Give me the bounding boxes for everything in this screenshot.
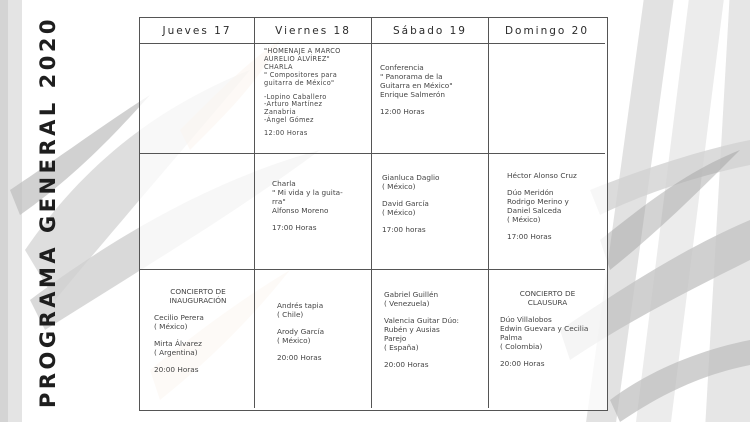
domingo-row3-country: ( Colombia)	[500, 342, 543, 351]
viernes-row2-line: Alfonso Moreno	[272, 206, 329, 215]
cell-domingo-row3	[489, 270, 605, 408]
cell-domingo-row2	[489, 154, 605, 270]
viernes-row2-line: Charla	[272, 179, 296, 188]
jueves-row3-performer: Mirta Álvarez	[154, 339, 202, 348]
cell-sabado-row2	[372, 154, 489, 270]
jueves-row3-country: ( México)	[154, 322, 188, 331]
cell-jueves-row2	[140, 154, 255, 270]
viernes-row3-country: ( Chile)	[277, 310, 304, 319]
sabado-row3-country: ( España)	[384, 343, 419, 352]
viernes-row3-performer: Andrés tapia	[277, 301, 324, 310]
domingo-row2-performer: Rodrigo Merino y	[507, 197, 569, 206]
header-viernes: Viernes 18	[255, 18, 372, 44]
sabado-row1-line: Guitarra en México"	[380, 81, 453, 90]
vertical-title: PROGRAMA GENERAL 2020	[36, 15, 60, 409]
viernes-row1-time: 12:00 Horas	[264, 129, 308, 138]
sabado-row1-line: " Panorama de la	[380, 72, 443, 81]
sabado-row2-performer: Gianluca Daglio	[382, 173, 440, 182]
concert-heading: CLAUSURA	[527, 298, 568, 307]
sabado-row3-performer: Rubén y Ausias	[384, 325, 440, 334]
schedule-table	[139, 17, 608, 411]
viernes-row1-name: -Arturo Martínez	[264, 100, 323, 109]
viernes-row1-line: guitarra de México"	[264, 78, 335, 87]
viernes-row1-line: CHARLA	[264, 62, 293, 71]
cell-jueves-row3	[140, 270, 255, 408]
sabado-row3-time: 20:00 Horas	[384, 360, 429, 369]
viernes-row1-line: "HOMENAJE A MARCO	[264, 47, 341, 55]
header-jueves: Jueves 17	[140, 18, 255, 44]
viernes-row1-line: AURELIO ALVÍREZ"	[264, 54, 331, 63]
cell-jueves-row1	[140, 44, 255, 154]
sabado-row2-country: ( México)	[382, 208, 416, 217]
cell-sabado-row1	[372, 44, 489, 154]
sabado-row3-performer: Gabriel Guillén	[384, 290, 439, 299]
domingo-row3-performer: Palma	[500, 333, 523, 342]
viernes-row3-country: ( México)	[277, 336, 311, 345]
sabado-row3-performer: Valencia Guitar Dúo:	[384, 316, 459, 325]
sabado-row2-time: 17:00 horas	[382, 225, 426, 234]
viernes-row1-name: Zanabria	[264, 108, 296, 117]
viernes-row1-line: " Compositores para	[264, 70, 338, 79]
cell-viernes-row3	[255, 270, 372, 408]
sabado-row2-performer: David García	[382, 199, 429, 208]
sabado-row3-country: ( Venezuela)	[384, 299, 430, 308]
viernes-row2-time: 17:00 Horas	[272, 223, 317, 232]
domingo-row2-performer: Dúo Meridón	[507, 188, 554, 197]
cell-sabado-row3	[372, 270, 489, 408]
concert-heading: CONCIERTO DE	[519, 289, 576, 298]
sabado-row1-line: Conferencia	[380, 63, 424, 72]
viernes-row1-name: -Lopino Caballero	[264, 92, 327, 101]
sabado-row1-line: Enrique Salmerón	[380, 90, 445, 99]
domingo-row2-time: 17:00 Horas	[507, 232, 552, 241]
domingo-row3-performer: Edwin Guevara y Cecilia	[500, 324, 589, 333]
cell-domingo-row1	[489, 44, 605, 154]
viernes-row3-performer: Arody García	[277, 327, 325, 336]
concert-heading: CONCIERTO DE	[170, 287, 226, 296]
sabado-row3-performer: Parejo	[384, 334, 407, 343]
domingo-row2-country: ( México)	[507, 215, 541, 224]
domingo-row2-performer: Daniel Salceda	[507, 206, 562, 215]
domingo-row3-time: 20:00 Horas	[500, 359, 545, 368]
viernes-row3-time: 20:00 Horas	[277, 353, 322, 362]
jueves-row3-performer: Cecilio Perera	[154, 313, 204, 322]
jueves-row3-country: ( Argentina)	[154, 348, 198, 357]
domingo-row3-performer: Dúo Villalobos	[500, 315, 552, 324]
viernes-row1-name: -Ángel Gómez	[264, 116, 314, 125]
domingo-row2-performer: Héctor Alonso Cruz	[507, 171, 577, 180]
jueves-row3-time: 20:00 Horas	[154, 365, 199, 374]
cell-viernes-row2	[255, 154, 372, 270]
viernes-row2-line: " Mi vida y la guita-	[272, 188, 343, 197]
cell-viernes-row1	[255, 44, 372, 154]
sabado-row2-country: ( México)	[382, 182, 416, 191]
viernes-row2-line: rra"	[272, 197, 286, 206]
header-sabado: Sábado 19	[372, 18, 489, 44]
sabado-row1-time: 12:00 Horas	[380, 107, 425, 116]
header-domingo: Domingo 20	[489, 18, 605, 44]
concert-heading: INAUGURACIÓN	[169, 296, 227, 305]
